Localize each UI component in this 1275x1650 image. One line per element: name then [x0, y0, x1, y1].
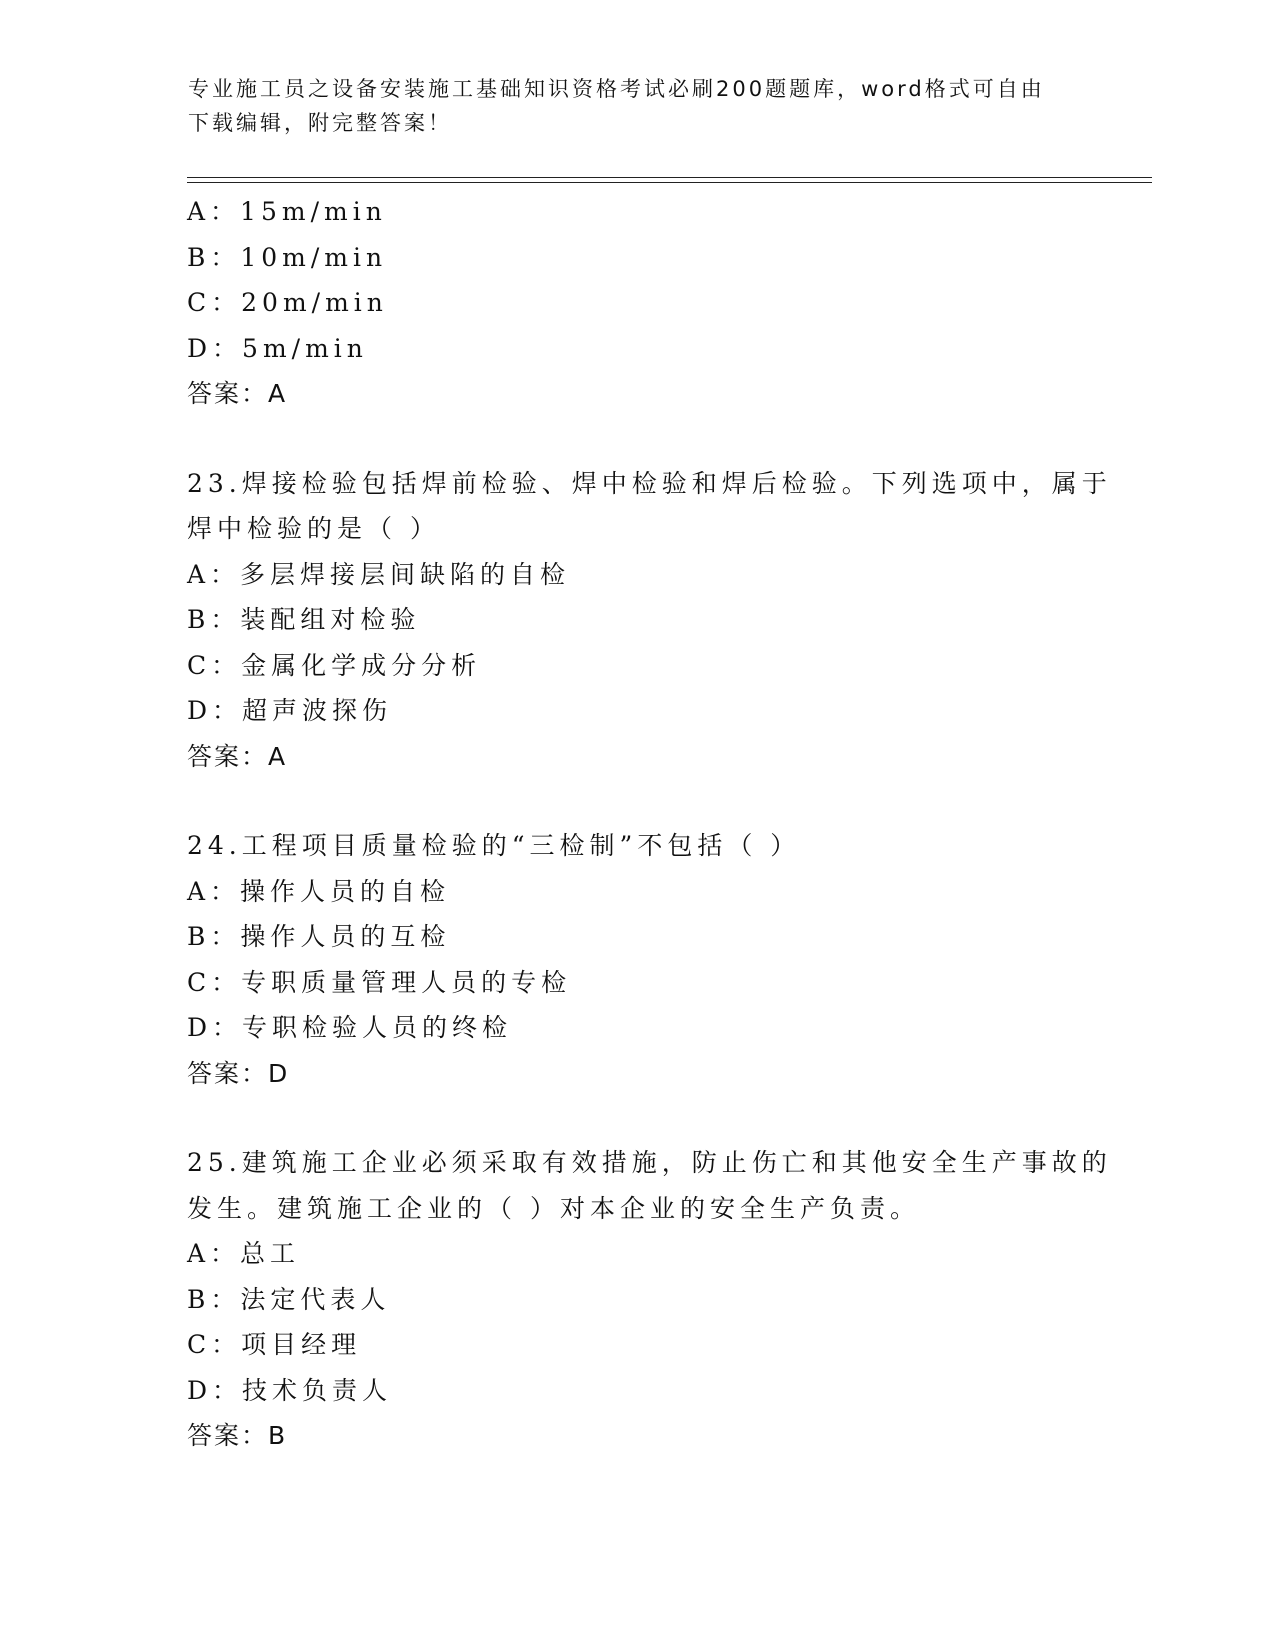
option-c: C：金属化学成分分析 [187, 650, 482, 680]
option-a: A：操作人员的自检 [187, 876, 451, 906]
question-stem-continued: 发生。建筑施工企业的（ ）对本企业的安全生产负责。 [187, 1193, 920, 1223]
option-d: D：技术负责人 [187, 1375, 393, 1405]
header-divider-bottom [187, 182, 1152, 183]
option-d: D：专职检验人员的终检 [187, 1013, 513, 1042]
option-c: C：项目经理 [187, 1330, 362, 1359]
option-c: C：20m/min [187, 288, 388, 317]
option-b: B：操作人员的互检 [187, 922, 451, 951]
option-d: D：5m/min [187, 333, 368, 363]
answer: 答案：B [187, 1421, 288, 1450]
option-c: C：专职质量管理人员的专检 [187, 967, 572, 997]
option-a: A：多层焊接层间缺陷的自检 [187, 559, 571, 589]
answer: 答案：A [187, 379, 288, 408]
question-24 [187, 823, 1087, 1096]
question-stem: 25.建筑施工企业必须采取有效措施，防止伤亡和其他安全生产事故的 [187, 1148, 1112, 1177]
question-25 [187, 1140, 1112, 1459]
question-list [187, 189, 1112, 1459]
question-stem-continued: 焊中检验的是（ ） [187, 514, 440, 543]
question-22 [187, 189, 1087, 417]
option-b: B：装配组对检验 [187, 605, 421, 634]
answer: 答案：D [187, 1058, 290, 1088]
answer: 答案：A [187, 741, 288, 771]
header-line-2: 下载编辑，附完整答案！ [188, 111, 452, 135]
option-a: A：15m/min [187, 197, 387, 226]
document-header [188, 72, 1068, 140]
option-b: B：10m/min [187, 242, 388, 272]
header-divider-top [187, 177, 1152, 178]
question-23 [187, 461, 1112, 780]
question-stem: 24.工程项目质量检验的“三检制”不包括（ ） [187, 831, 801, 860]
question-stem: 23.焊接检验包括焊前检验、焊中检验和焊后检验。下列选项中，属于 [187, 468, 1112, 498]
option-d: D：超声波探伤 [187, 696, 393, 725]
header-line-1: 专业施工员之设备安装施工基础知识资格考试必刷200题题库，word格式可自由 [188, 77, 1045, 101]
option-b: B：法定代表人 [187, 1284, 391, 1314]
option-a: A：总工 [187, 1239, 301, 1268]
